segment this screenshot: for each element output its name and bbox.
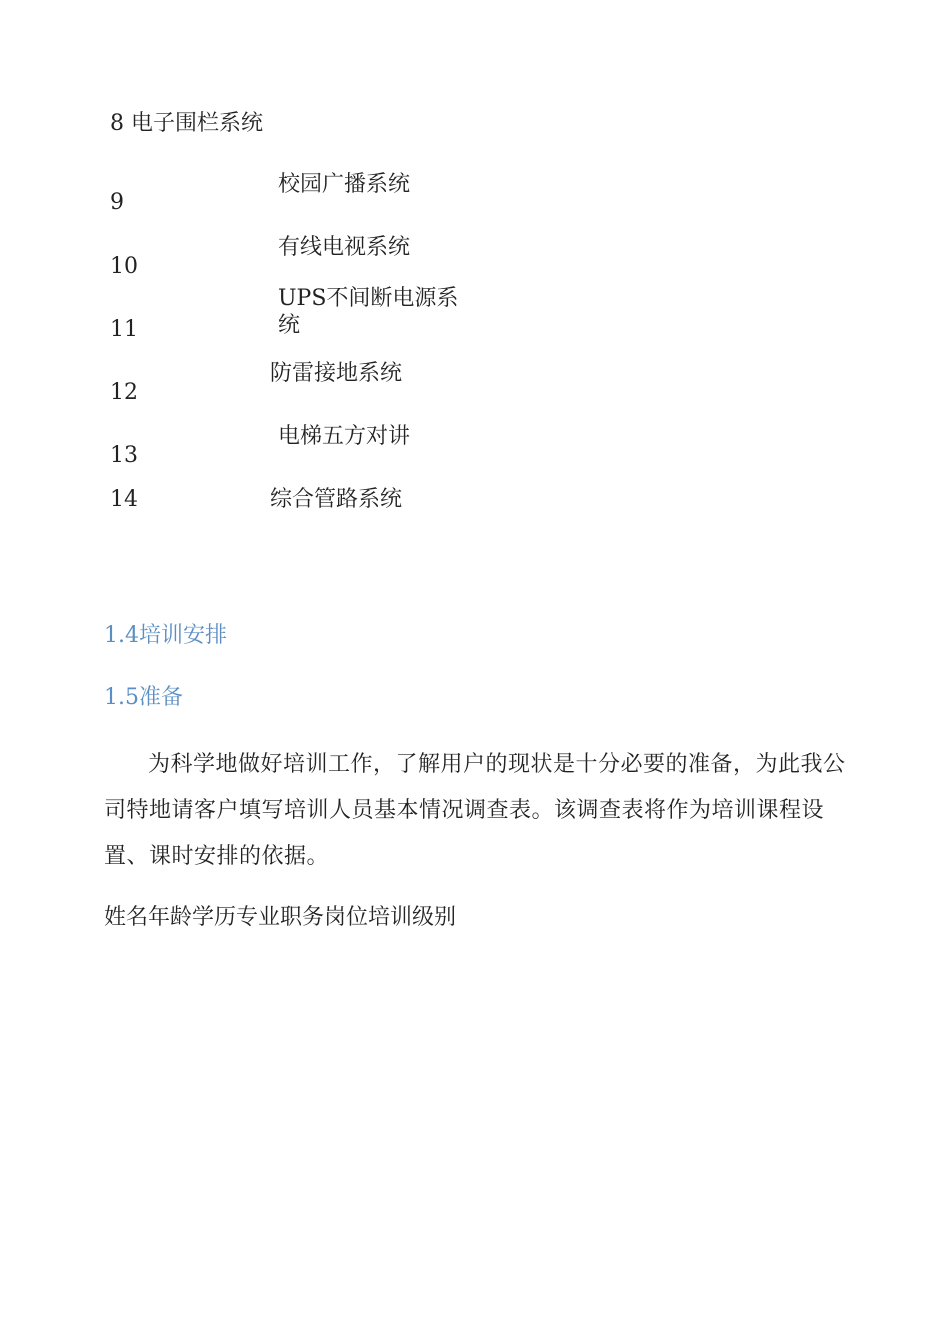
system-item-12-number: 12	[110, 380, 138, 405]
system-item-10-name: 有线电视系统	[278, 235, 411, 260]
system-item-14-number: 14	[110, 487, 138, 512]
system-item-9-name: 校园广播系统	[278, 172, 411, 197]
system-item-14-name: 综合管路系统	[270, 487, 403, 512]
system-item-13-name: 电梯五方对讲	[278, 424, 411, 449]
system-item-11-number: 11	[110, 317, 138, 342]
system-item-9-number: 9	[110, 190, 124, 215]
system-item-13-number: 13	[110, 443, 138, 468]
section-heading-1-5: 1.5准备	[104, 685, 183, 710]
system-item-12-name: 防雷接地系统	[270, 361, 403, 386]
body-paragraph: 为科学地做好培训工作，了解用户的现状是十分必要的准备，为此我公司特地请客户填写培训人员基本情况调查表。该调查表将作为培训课程设置、课时安排的依据。	[104, 752, 846, 869]
system-item-11-name: UPS不间断电源系统	[278, 286, 459, 338]
section-heading-1-4: 1.4培训安排	[104, 623, 227, 648]
survey-table-header: 姓名年龄学历专业职务岗位培训级别	[104, 905, 457, 930]
system-item-8: 8 电子围栏系统	[110, 111, 263, 136]
system-item-10-number: 10	[110, 254, 138, 279]
